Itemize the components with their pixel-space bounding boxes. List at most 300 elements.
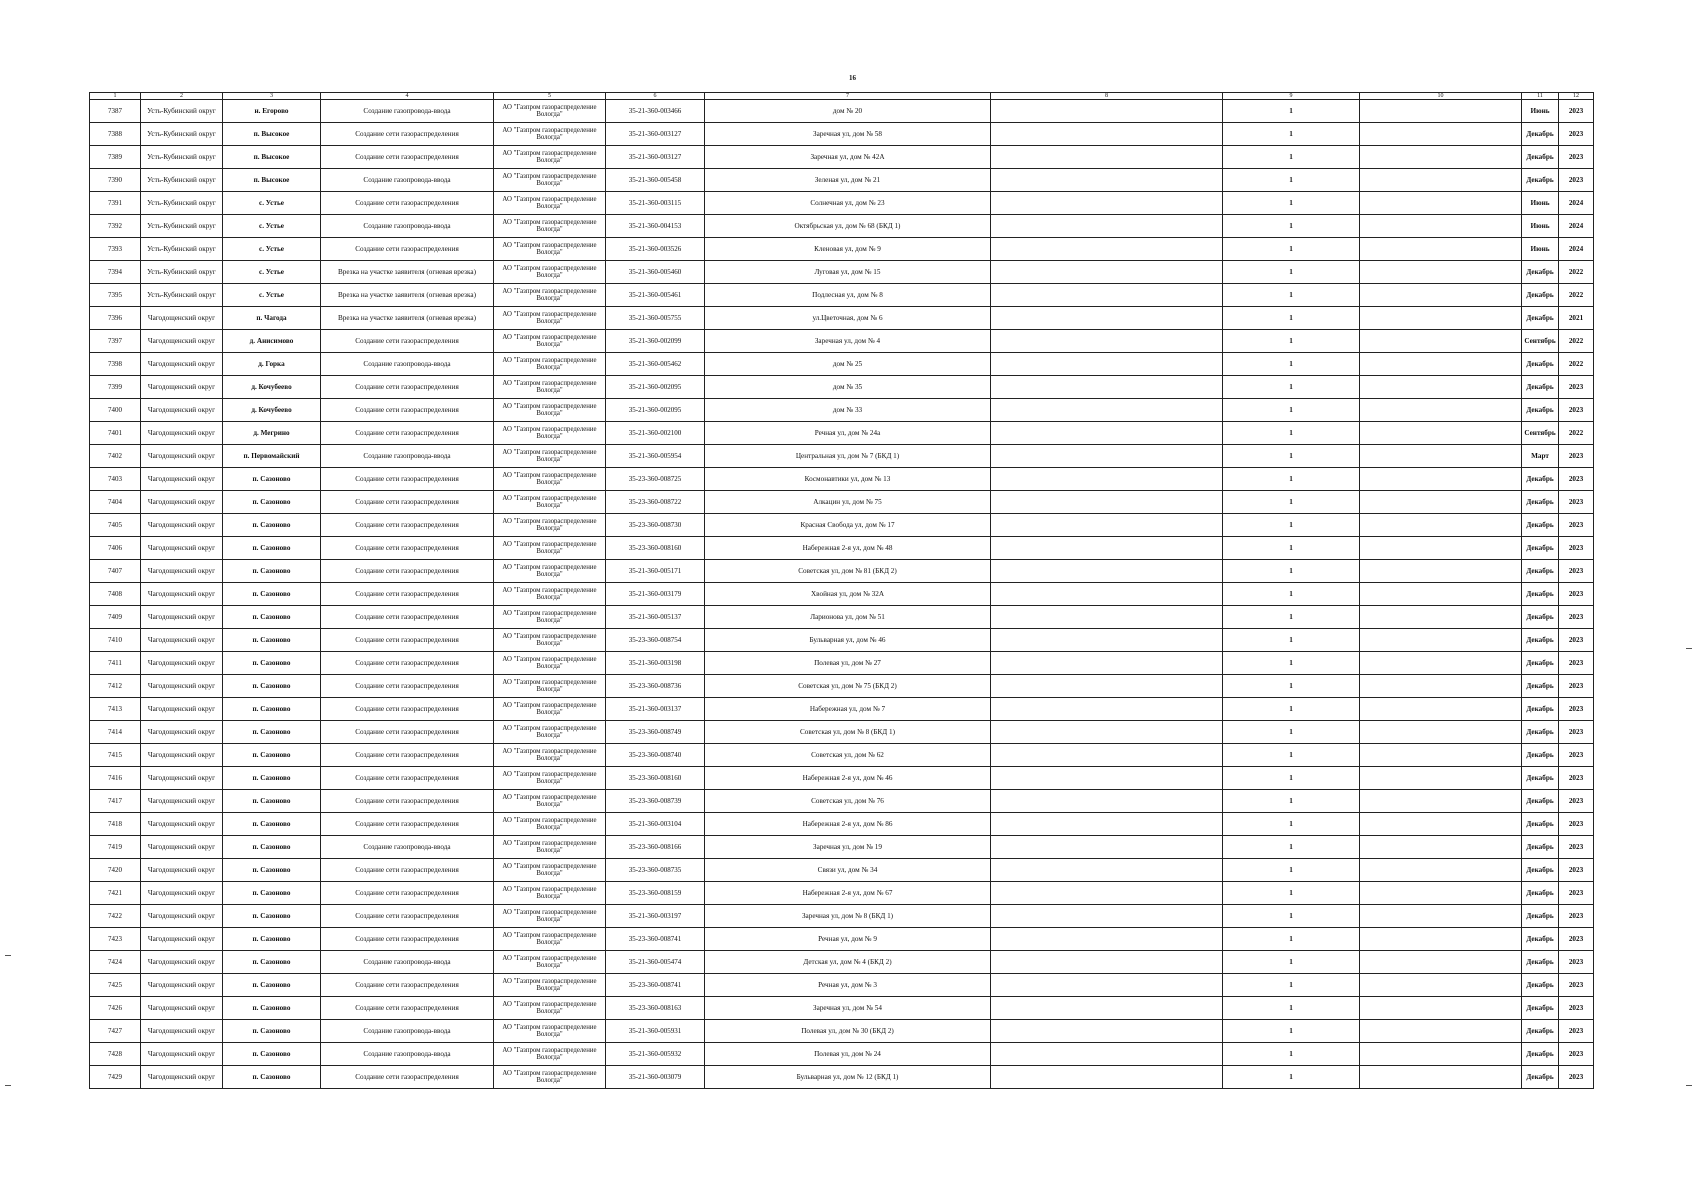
district-cell: Чагодощенский округ [141,1066,223,1089]
empty-cell [991,376,1223,399]
address-cell: Космонавтики ул, дом № 13 [705,468,991,491]
margin-mark-right [1686,648,1692,649]
month-cell: Декабрь [1522,491,1559,514]
code-cell: 35-23-360-008730 [606,514,705,537]
row-number-cell: 7394 [90,261,141,284]
empty-cell [991,399,1223,422]
address-cell: Зеленая ул, дом № 21 [705,169,991,192]
year-cell: 2023 [1559,537,1594,560]
quantity-cell: 1 [1223,951,1360,974]
district-cell: Чагодощенский округ [141,882,223,905]
district-cell: Чагодощенский округ [141,905,223,928]
empty-cell [1360,652,1522,675]
table-row [90,261,1594,284]
quantity-cell: 1 [1223,997,1360,1020]
district-cell: Усть-Кубинский округ [141,238,223,261]
district-cell: Чагодощенский округ [141,514,223,537]
organization-cell: АО "Газпром газораспределение Вологда" [494,606,606,629]
empty-cell [1360,790,1522,813]
empty-cell [1360,997,1522,1020]
table-row [90,1043,1594,1066]
settlement-cell: п. Сазоново [223,468,321,491]
code-cell: 35-21-360-003079 [606,1066,705,1089]
row-number-cell: 7399 [90,376,141,399]
organization-cell: АО "Газпром газораспределение Вологда" [494,284,606,307]
empty-cell [1360,675,1522,698]
settlement-cell: п. Первомайский [223,445,321,468]
organization-cell: АО "Газпром газораспределение Вологда" [494,445,606,468]
column-header: 5 [494,93,606,100]
address-cell: Красная Свобода ул, дом № 17 [705,514,991,537]
empty-cell [1360,928,1522,951]
empty-cell [991,629,1223,652]
organization-cell: АО "Газпром газораспределение Вологда" [494,675,606,698]
year-cell: 2023 [1559,1043,1594,1066]
code-cell: 35-23-360-008159 [606,882,705,905]
empty-cell [991,744,1223,767]
table-row [90,422,1594,445]
work-type-cell: Врезка на участке заявителя (огневая врезка) [321,284,494,307]
district-cell: Чагодощенский округ [141,330,223,353]
organization-cell: АО "Газпром газораспределение Вологда" [494,652,606,675]
organization-cell: АО "Газпром газораспределение Вологда" [494,974,606,997]
year-cell: 2023 [1559,583,1594,606]
settlement-cell: п. Сазоново [223,1043,321,1066]
quantity-cell: 1 [1223,514,1360,537]
row-number-cell: 7409 [90,606,141,629]
month-cell: Декабрь [1522,836,1559,859]
district-cell: Чагодощенский округ [141,307,223,330]
empty-cell [1360,330,1522,353]
address-cell: Набережная ул, дом № 7 [705,698,991,721]
row-number-cell: 7392 [90,215,141,238]
organization-cell: АО "Газпром газораспределение Вологда" [494,859,606,882]
address-cell: Речная ул, дом № 3 [705,974,991,997]
month-cell: Декабрь [1522,123,1559,146]
table-row [90,721,1594,744]
district-cell: Чагодощенский округ [141,813,223,836]
address-cell: Заречная ул, дом № 58 [705,123,991,146]
empty-cell [1360,836,1522,859]
empty-cell [991,997,1223,1020]
row-number-cell: 7401 [90,422,141,445]
work-type-cell: Создание сети газораспределения [321,422,494,445]
empty-cell [1360,537,1522,560]
settlement-cell: д. Кочубеево [223,399,321,422]
organization-cell: АО "Газпром газораспределение Вологда" [494,1043,606,1066]
organization-cell: АО "Газпром газораспределение Вологда" [494,882,606,905]
column-header: 10 [1360,93,1522,100]
table-row [90,951,1594,974]
table-row [90,882,1594,905]
quantity-cell: 1 [1223,100,1360,123]
empty-cell [991,100,1223,123]
empty-cell [1360,951,1522,974]
row-number-cell: 7419 [90,836,141,859]
district-cell: Усть-Кубинский округ [141,215,223,238]
empty-cell [991,859,1223,882]
code-cell: 35-21-360-003526 [606,238,705,261]
district-cell: Усть-Кубинский округ [141,192,223,215]
address-cell: Речная ул, дом № 9 [705,928,991,951]
organization-cell: АО "Газпром газораспределение Вологда" [494,836,606,859]
year-cell: 2024 [1559,238,1594,261]
row-number-cell: 7406 [90,537,141,560]
month-cell: Декабрь [1522,974,1559,997]
district-cell: Чагодощенский округ [141,537,223,560]
district-cell: Усть-Кубинский округ [141,123,223,146]
work-type-cell: Создание газопровода-ввода [321,100,494,123]
quantity-cell: 1 [1223,767,1360,790]
quantity-cell: 1 [1223,1020,1360,1043]
work-type-cell: Врезка на участке заявителя (огневая врезка) [321,307,494,330]
quantity-cell: 1 [1223,583,1360,606]
year-cell: 2023 [1559,100,1594,123]
month-cell: Декабрь [1522,284,1559,307]
row-number-cell: 7410 [90,629,141,652]
quantity-cell: 1 [1223,905,1360,928]
address-cell: Центральная ул, дом № 7 (БКД 1) [705,445,991,468]
table-row [90,445,1594,468]
work-type-cell: Создание сети газораспределения [321,629,494,652]
year-cell: 2022 [1559,261,1594,284]
quantity-cell: 1 [1223,537,1360,560]
month-cell: Декабрь [1522,721,1559,744]
district-cell: Чагодощенский округ [141,1020,223,1043]
settlement-cell: с. Устье [223,192,321,215]
address-cell: Октябрьская ул, дом № 68 (БКД 1) [705,215,991,238]
district-cell: Чагодощенский округ [141,744,223,767]
organization-cell: АО "Газпром газораспределение Вологда" [494,905,606,928]
year-cell: 2023 [1559,445,1594,468]
empty-cell [991,1020,1223,1043]
quantity-cell: 1 [1223,652,1360,675]
empty-cell [991,146,1223,169]
table-row [90,675,1594,698]
organization-cell: АО "Газпром газораспределение Вологда" [494,100,606,123]
settlement-cell: п. Сазоново [223,767,321,790]
code-cell: 35-23-360-008741 [606,928,705,951]
settlement-cell: с. Устье [223,215,321,238]
quantity-cell: 1 [1223,1066,1360,1089]
row-number-cell: 7427 [90,1020,141,1043]
year-cell: 2024 [1559,192,1594,215]
organization-cell: АО "Газпром газораспределение Вологда" [494,813,606,836]
district-cell: Чагодощенский округ [141,675,223,698]
quantity-cell: 1 [1223,629,1360,652]
district-cell: Чагодощенский округ [141,353,223,376]
district-cell: Чагодощенский округ [141,652,223,675]
work-type-cell: Создание сети газораспределения [321,997,494,1020]
empty-cell [1360,169,1522,192]
address-cell: Советская ул, дом № 76 [705,790,991,813]
year-cell: 2023 [1559,514,1594,537]
district-cell: Чагодощенский округ [141,629,223,652]
organization-cell: АО "Газпром газораспределение Вологда" [494,123,606,146]
month-cell: Июнь [1522,215,1559,238]
empty-cell [1360,1020,1522,1043]
empty-cell [1360,813,1522,836]
empty-cell [1360,859,1522,882]
year-cell: 2023 [1559,606,1594,629]
empty-cell [1360,353,1522,376]
empty-cell [991,606,1223,629]
address-cell: Речная ул, дом № 24а [705,422,991,445]
code-cell: 35-21-360-003179 [606,583,705,606]
code-cell: 35-23-360-008740 [606,744,705,767]
page-number: 16 [849,74,856,82]
empty-cell [1360,307,1522,330]
table-row [90,629,1594,652]
settlement-cell: п. Высокое [223,169,321,192]
address-cell: дом № 33 [705,399,991,422]
quantity-cell: 1 [1223,123,1360,146]
work-type-cell: Создание сети газораспределения [321,399,494,422]
month-cell: Декабрь [1522,169,1559,192]
organization-cell: АО "Газпром газораспределение Вологда" [494,928,606,951]
code-cell: 35-21-360-003197 [606,905,705,928]
table-row [90,514,1594,537]
month-cell: Декабрь [1522,399,1559,422]
empty-cell [1360,629,1522,652]
settlement-cell: п. Сазоново [223,698,321,721]
work-type-cell: Создание газопровода-ввода [321,169,494,192]
table-row [90,284,1594,307]
organization-cell: АО "Газпром газораспределение Вологда" [494,376,606,399]
code-cell: 35-21-360-005460 [606,261,705,284]
quantity-cell: 1 [1223,169,1360,192]
empty-cell [1360,146,1522,169]
organization-cell: АО "Газпром газораспределение Вологда" [494,537,606,560]
row-number-cell: 7422 [90,905,141,928]
organization-cell: АО "Газпром газораспределение Вологда" [494,353,606,376]
year-cell: 2023 [1559,169,1594,192]
margin-mark-left-lower [5,1085,11,1086]
district-cell: Чагодощенский округ [141,790,223,813]
address-cell: Заречная ул, дом № 19 [705,836,991,859]
settlement-cell: п. Сазоново [223,491,321,514]
table-row [90,238,1594,261]
organization-cell: АО "Газпром газораспределение Вологда" [494,307,606,330]
empty-cell [1360,215,1522,238]
row-number-cell: 7408 [90,583,141,606]
organization-cell: АО "Газпром газораспределение Вологда" [494,169,606,192]
empty-cell [991,675,1223,698]
empty-cell [991,882,1223,905]
empty-cell [991,445,1223,468]
address-cell: Заречная ул, дом № 8 (БКД 1) [705,905,991,928]
year-cell: 2023 [1559,629,1594,652]
row-number-cell: 7405 [90,514,141,537]
quantity-cell: 1 [1223,491,1360,514]
row-number-cell: 7404 [90,491,141,514]
empty-cell [991,813,1223,836]
empty-cell [991,836,1223,859]
address-cell: Заречная ул, дом № 54 [705,997,991,1020]
address-cell: Бульварная ул, дом № 12 (БКД 1) [705,1066,991,1089]
work-type-cell: Создание сети газораспределения [321,721,494,744]
empty-cell [1360,583,1522,606]
district-cell: Чагодощенский округ [141,951,223,974]
margin-mark-right-lower [1686,1085,1692,1086]
month-cell: Июнь [1522,238,1559,261]
empty-cell [1360,905,1522,928]
empty-cell [991,905,1223,928]
month-cell: Декабрь [1522,146,1559,169]
month-cell: Март [1522,445,1559,468]
settlement-cell: п. Сазоново [223,675,321,698]
header-row [90,93,1594,100]
year-cell: 2022 [1559,353,1594,376]
table-row [90,215,1594,238]
quantity-cell: 1 [1223,146,1360,169]
settlement-cell: п. Сазоново [223,974,321,997]
code-cell: 35-23-360-008160 [606,767,705,790]
year-cell: 2023 [1559,997,1594,1020]
quantity-cell: 1 [1223,606,1360,629]
table-row [90,790,1594,813]
quantity-cell: 1 [1223,859,1360,882]
row-number-cell: 7389 [90,146,141,169]
organization-cell: АО "Газпром газораспределение Вологда" [494,583,606,606]
row-number-cell: 7416 [90,767,141,790]
code-cell: 35-21-360-005755 [606,307,705,330]
quantity-cell: 1 [1223,468,1360,491]
district-cell: Чагодощенский округ [141,606,223,629]
month-cell: Декабрь [1522,629,1559,652]
table-row [90,1066,1594,1089]
work-type-cell: Создание сети газораспределения [321,146,494,169]
year-cell: 2023 [1559,951,1594,974]
empty-cell [991,974,1223,997]
year-cell: 2023 [1559,468,1594,491]
year-cell: 2022 [1559,422,1594,445]
organization-cell: АО "Газпром газораспределение Вологда" [494,146,606,169]
organization-cell: АО "Газпром газораспределение Вологда" [494,629,606,652]
month-cell: Декабрь [1522,928,1559,951]
table-row [90,652,1594,675]
empty-cell [991,215,1223,238]
organization-cell: АО "Газпром газораспределение Вологда" [494,514,606,537]
quantity-cell: 1 [1223,284,1360,307]
code-cell: 35-21-360-005171 [606,560,705,583]
table-row [90,100,1594,123]
empty-cell [991,928,1223,951]
settlement-cell: п. Сазоново [223,514,321,537]
district-cell: Чагодощенский округ [141,767,223,790]
empty-cell [1360,882,1522,905]
address-cell: Подлесная ул, дом № 8 [705,284,991,307]
month-cell: Декабрь [1522,997,1559,1020]
empty-cell [1360,422,1522,445]
organization-cell: АО "Газпром газораспределение Вологда" [494,1020,606,1043]
quantity-cell: 1 [1223,974,1360,997]
empty-cell [991,767,1223,790]
work-type-cell: Создание сети газораспределения [321,537,494,560]
settlement-cell: с. Устье [223,261,321,284]
work-type-cell: Создание газопровода-ввода [321,215,494,238]
month-cell: Декабрь [1522,767,1559,790]
organization-cell: АО "Газпром газораспределение Вологда" [494,491,606,514]
year-cell: 2023 [1559,974,1594,997]
empty-cell [1360,238,1522,261]
code-cell: 35-23-360-008735 [606,859,705,882]
quantity-cell: 1 [1223,928,1360,951]
year-cell: 2022 [1559,284,1594,307]
year-cell: 2023 [1559,1066,1594,1089]
code-cell: 35-21-360-002099 [606,330,705,353]
address-cell: Хвойная ул, дом № 32А [705,583,991,606]
table-row [90,928,1594,951]
address-cell: Алкацин ул, дом № 75 [705,491,991,514]
empty-cell [1360,192,1522,215]
work-type-cell: Создание сети газораспределения [321,468,494,491]
district-cell: Усть-Кубинский округ [141,169,223,192]
settlement-cell: п. Сазоново [223,721,321,744]
settlement-cell: п. Сазоново [223,790,321,813]
code-cell: 35-21-360-005474 [606,951,705,974]
code-cell: 35-23-360-008749 [606,721,705,744]
year-cell: 2023 [1559,146,1594,169]
empty-cell [1360,721,1522,744]
month-cell: Декабрь [1522,905,1559,928]
code-cell: 35-21-360-005954 [606,445,705,468]
empty-cell [991,353,1223,376]
row-number-cell: 7411 [90,652,141,675]
table-row [90,491,1594,514]
address-cell: Заречная ул, дом № 42А [705,146,991,169]
row-number-cell: 7413 [90,698,141,721]
month-cell: Декабрь [1522,951,1559,974]
work-type-cell: Создание сети газораспределения [321,376,494,399]
table-row [90,767,1594,790]
empty-cell [991,491,1223,514]
quantity-cell: 1 [1223,813,1360,836]
row-number-cell: 7423 [90,928,141,951]
year-cell: 2023 [1559,399,1594,422]
code-cell: 35-23-360-008166 [606,836,705,859]
row-number-cell: 7387 [90,100,141,123]
address-cell: Полевая ул, дом № 24 [705,1043,991,1066]
address-cell: Набережная 2-я ул, дом № 48 [705,537,991,560]
address-cell: Советская ул, дом № 62 [705,744,991,767]
organization-cell: АО "Газпром газораспределение Вологда" [494,744,606,767]
organization-cell: АО "Газпром газораспределение Вологда" [494,215,606,238]
settlement-cell: п. Сазоново [223,951,321,974]
row-number-cell: 7417 [90,790,141,813]
settlement-cell: п. Высокое [223,146,321,169]
empty-cell [1360,491,1522,514]
address-cell: Заречная ул, дом № 4 [705,330,991,353]
table-row [90,192,1594,215]
empty-cell [1360,1043,1522,1066]
row-number-cell: 7390 [90,169,141,192]
empty-cell [1360,376,1522,399]
work-type-cell: Создание сети газораспределения [321,192,494,215]
quantity-cell: 1 [1223,836,1360,859]
year-cell: 2023 [1559,560,1594,583]
row-number-cell: 7424 [90,951,141,974]
work-type-cell: Создание газопровода-ввода [321,353,494,376]
work-type-cell: Создание сети газораспределения [321,744,494,767]
organization-cell: АО "Газпром газораспределение Вологда" [494,468,606,491]
year-cell: 2023 [1559,652,1594,675]
month-cell: Декабрь [1522,514,1559,537]
register-table [89,92,1594,1089]
month-cell: Декабрь [1522,790,1559,813]
work-type-cell: Создание газопровода-ввода [321,951,494,974]
month-cell: Декабрь [1522,652,1559,675]
